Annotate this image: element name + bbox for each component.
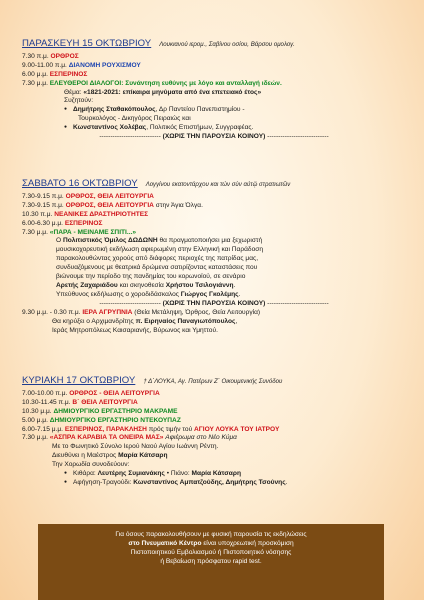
event-time: 6.00-7.15 μ.μ.	[22, 425, 63, 433]
event-time: 7.30-9.15 π.μ.	[22, 192, 64, 200]
saturday-title: ΣΑΒΒΑΤΟ 16 ΟΚΤΩΒΡΙΟΥ	[22, 178, 138, 189]
speaker-name: Κωνσταντίνος Χολέβας	[73, 124, 147, 132]
event-time: 7.30 μ.μ.	[22, 79, 48, 87]
event	[22, 211, 406, 220]
event-name: «ΑΣΠΡΑ ΚΑΡΑΒΙΑ ΤΑ ΟΝΕΙΡΑ ΜΑΣ»	[49, 434, 164, 442]
musician-name: Λευτέρης Συμιανάκης	[97, 470, 165, 478]
friday-header	[22, 40, 406, 50]
friday-saints: Λουκιανού ιερομ., Σαβίνου οσίου, Βάρσου ομολογ.	[159, 41, 295, 48]
notice-line: Για όσους παρακολουθήσουν με φυσική παρουσία τις εκδηλώσεις	[115, 531, 307, 538]
event-name: ΟΡΘΡΟΣ - ΘΕΙΑ ΛΕΙΤΟΥΡΓΙΑ	[69, 389, 160, 397]
event-name: ΕΣΠΕΡΙΝΟΣ	[49, 70, 88, 78]
desc-bold: Γιώργος Γκολέμης	[180, 290, 239, 298]
event-name: ΟΡΘΡΟΣ, ΘΕΙΑ ΛΕΙΤΟΥΡΓΙΑ	[65, 201, 154, 209]
speaker-role: , Πολιτικός Επιστήμων, Συγγραφέας.	[146, 124, 254, 132]
event-description	[22, 237, 386, 299]
saturday-section	[22, 180, 406, 335]
desc-line: συνδυαζόμενους με θεατρικά δρώμενα σατιρίζοντας καταστάσεις που	[56, 264, 258, 272]
event	[22, 390, 406, 399]
desc-text: Υπεύθυνος εκδήλωσης ο χοροδιδάσκαλος	[56, 290, 179, 298]
event-place: στην Άγια Όλγα.	[155, 201, 203, 209]
musician-item	[22, 470, 406, 479]
speaker-item	[22, 106, 406, 115]
note-text: (ΧΩΡΙΣ ΤΗΝ ΠΑΡΟΥΣΙΑ ΚΟΙΝΟΥ)	[162, 133, 266, 141]
desc-line: βιώνουμε την περίοδο της πανδημίας του κορωνοϊού, σε σενάριο	[56, 273, 246, 281]
event-time: 7.30-9.15 π.μ.	[22, 201, 64, 209]
notice-line: Πιστοποιητικού Εμβολιασμού ή Πιστοποιητικό νόσησης	[130, 549, 292, 556]
event-desc: Συνάντηση ευθύνης με λόγο και ανταλλαγή ιδεών.	[125, 79, 282, 87]
event-time: 6.00 μ.μ.	[22, 70, 48, 78]
desc-text: .	[233, 281, 236, 289]
event	[22, 309, 406, 318]
event-name: ΝΕΑΝΙΚΕΣ ΔΡΑΣΤΗΡΙΟΤΗΤΕΣ	[54, 210, 149, 218]
event-time: 7.30 π.μ.	[22, 52, 49, 60]
sunday-title: ΚΥΡΙΑΚΗ 17 ΟΚΤΩΒΡΙΟΥ	[22, 375, 136, 386]
notice-line	[38, 539, 384, 548]
notice-line: ή Βεβαίωση πρόσφατου rapid test.	[160, 558, 262, 565]
speaker-role: , Δρ Παντείου Πανεπιστημίου -	[155, 106, 245, 114]
event-time: 10.30 μ.μ.	[22, 407, 52, 415]
event-time: 10.30 π.μ.	[22, 210, 53, 218]
event-name: Β΄ ΘΕΙΑ ΛΕΙΤΟΥΡΓΙΑ	[72, 398, 138, 406]
notice-bold: στο Πνευματικό Κέντρο	[128, 540, 202, 547]
speaker-name: Δημήτρης Σταθακόπουλος	[73, 106, 156, 114]
vigil-line: Ιεράς Μητροπόλεως Καισαριανής, Βύρωνος και Υμηττού.	[52, 326, 218, 334]
friday-section	[22, 40, 406, 142]
event-name: ΟΡΘΡΟΣ, ΘΕΙΑ ΛΕΙΤΟΥΡΓΙΑ	[65, 192, 154, 200]
event	[22, 202, 406, 211]
sunday-header	[22, 377, 406, 387]
event-name: ΕΣΠΕΡΙΝΟΣ, ΠΑΡΑΚΛΗΣΗ	[64, 425, 147, 433]
theme-text: «1821-2021: επίκαιρα μηνύματα από ένα επετειακό έτος»	[83, 88, 262, 96]
event-time: 6.00-6.30 μ.μ.	[22, 219, 63, 227]
musician-item	[22, 479, 406, 488]
friday-note: ---------------------------- (ΧΩΡΙΣ ΤΗΝ ΠΑΡΟΥΣΙΑ ΚΟΙΝΟΥ) ----------------------------	[99, 133, 329, 141]
desc-line: παρακολουθώντας χορούς από διάφορες περιοχές της πατρίδας μας,	[56, 255, 259, 263]
event-time: 7.30 μ.μ.	[22, 434, 48, 442]
event-time: 9.30 μ.μ. - 0.30 π.μ.	[22, 308, 81, 316]
desc-line	[56, 282, 386, 291]
event-name: ΔΗΜΙΟΥΡΓΙΚΟ ΕΡΓΑΣΤΗΡΙΟ ΜΑΚΡΑΜΕ	[53, 407, 178, 415]
event-name: ΟΡΘΡΟΣ	[50, 52, 79, 60]
sunday-section	[22, 377, 406, 488]
event-name: ΕΣΠΕΡΙΝΟΣ	[64, 219, 103, 227]
event-name: ΑΓΙΟΥ ΛΟΥΚΑ ΤΟΥ ΙΑΤΡΟΥ	[194, 425, 280, 433]
event-time: 7.30 μ.μ.	[22, 228, 48, 236]
theme-label: Θέμα:	[64, 88, 82, 96]
choir-line: Την Χορωδία συνοδεύουν:	[52, 461, 130, 469]
event	[22, 80, 406, 89]
event	[22, 193, 406, 202]
vigil-line	[22, 318, 406, 327]
choir-text: Διευθύνει η Μαέστρος	[52, 452, 117, 460]
event-time: 5.00 μ.μ.	[22, 416, 48, 424]
speaker-role-cont: Τουρκολόγος - Δικηγόρος Πειραιώς και	[78, 115, 191, 123]
notice-text: είναι υποχρεωτική προσκόμιση	[203, 540, 294, 547]
event	[22, 220, 406, 229]
speaker-item	[22, 124, 406, 133]
event-desc: (Θεία Μετάληψη, Όρθρος, Θεία Λειτουργία)	[134, 308, 261, 316]
event-mid: πρός τιμήν τού	[148, 425, 193, 433]
speakers-label: Συζητούν:	[64, 97, 94, 105]
event	[22, 434, 406, 443]
desc-line	[56, 237, 386, 246]
event-time: 7.00-10.00 π.μ.	[22, 389, 68, 397]
desc-line	[56, 291, 386, 300]
vigil-text: ,	[235, 317, 238, 325]
event-time: 9.00-11.00 π.μ.	[22, 61, 67, 69]
desc-text: Ο	[56, 237, 62, 245]
event-name: ΙΕΡΑ ΑΓΡΥΠΝΙΑ	[82, 308, 133, 316]
event-name: ΔΙΑΝΟΜΗ ΡΟΥΧΙΣΜΟΥ	[68, 61, 141, 69]
musician-label: Αφήγηση-Τραγούδι:	[73, 478, 132, 486]
musician-name: Κωνσταντίνος Αμπατζούδης, Δημήτρης Τσούνης	[133, 478, 286, 486]
desc-text: και σκηνοθεσία	[119, 281, 164, 289]
vigil-bold: π. Ειρηναίος Παναγιωτόπουλος	[135, 317, 236, 325]
choir-line	[22, 452, 406, 461]
musician-label: • Πιάνο:	[166, 470, 190, 478]
desc-text: θα πραγματοποιήσει μια ξεχωριστή	[159, 237, 263, 245]
saturday-saints: Λογγίνου εκατοντάρχου και τών σὺν αὐτῷ στρατιωτῶν	[145, 181, 291, 188]
event-name: «ΠΑΡΑ - ΜΕΙΝΑΜΕ ΣΠΙΤΙ...»	[49, 228, 137, 236]
covid-notice-box	[38, 524, 384, 600]
event	[22, 417, 406, 426]
saturday-note: ---------------------------- (ΧΩΡΙΣ ΤΗΝ ΠΑΡΟΥΣΙΑ ΚΟΙΝΟΥ) ----------------------------	[99, 299, 329, 307]
event	[22, 62, 406, 71]
event-name: ΕΛΕΥΘΕΡΟΙ ΔΙΑΛΟΓΟΙ:	[49, 79, 124, 87]
saturday-header	[22, 180, 406, 190]
vigil-text: Θα κηρύξει ο Αρχιμανδρίτης	[52, 317, 134, 325]
desc-bold: Χρήστου Τσιλογιάννη	[165, 281, 234, 289]
desc-bold: Αρετής Ζαχαριάδου	[56, 281, 118, 289]
note-text: (ΧΩΡΙΣ ΤΗΝ ΠΑΡΟΥΣΙΑ ΚΟΙΝΟΥ)	[162, 299, 266, 307]
friday-title: ΠΑΡΑΣΚΕΥΗ 15 ΟΚΤΩΒΡΙΟΥ	[22, 38, 152, 49]
desc-line: μουσικοχορευτική εκδήλωση αφιερωμένη στην Ελληνική και Παράδοση	[56, 246, 263, 254]
musician-label: .	[285, 478, 288, 486]
desc-bold: Πολιτιστικός Όμιλος ΔΩΔΩΝΗ	[62, 237, 158, 245]
musician-label: Κιθάρα:	[73, 470, 96, 478]
event	[22, 71, 406, 80]
event-desc: Αφιέρωμα στο Νέο Κύμα	[165, 434, 237, 442]
musician-name: Μαρία Κάτσαρη	[191, 470, 241, 478]
event	[22, 408, 406, 417]
desc-text: .	[238, 290, 241, 298]
event-name: ΔΗΜΙΟΥΡΓΙΚΟ ΕΡΓΑΣΤΗΡΙΟ ΝΤΕΚΟΥΠΑΖ	[49, 416, 181, 424]
choir-bold: Μαρία Κάτσαρη	[118, 452, 168, 460]
event-time: 10.30-11.45 π.μ.	[22, 398, 71, 406]
choir-line: Με το Φωνητικό Σύνολο Ιερού Ναού Αγίου Ιωάννη Ρέντη.	[52, 443, 219, 451]
sunday-saints: † Δ΄ΛΟΥΚΑ, Αγ. Πατέρων Ζ΄ Οικουμενικής Συνόδου	[143, 378, 283, 385]
event	[22, 399, 406, 408]
event	[22, 53, 406, 62]
